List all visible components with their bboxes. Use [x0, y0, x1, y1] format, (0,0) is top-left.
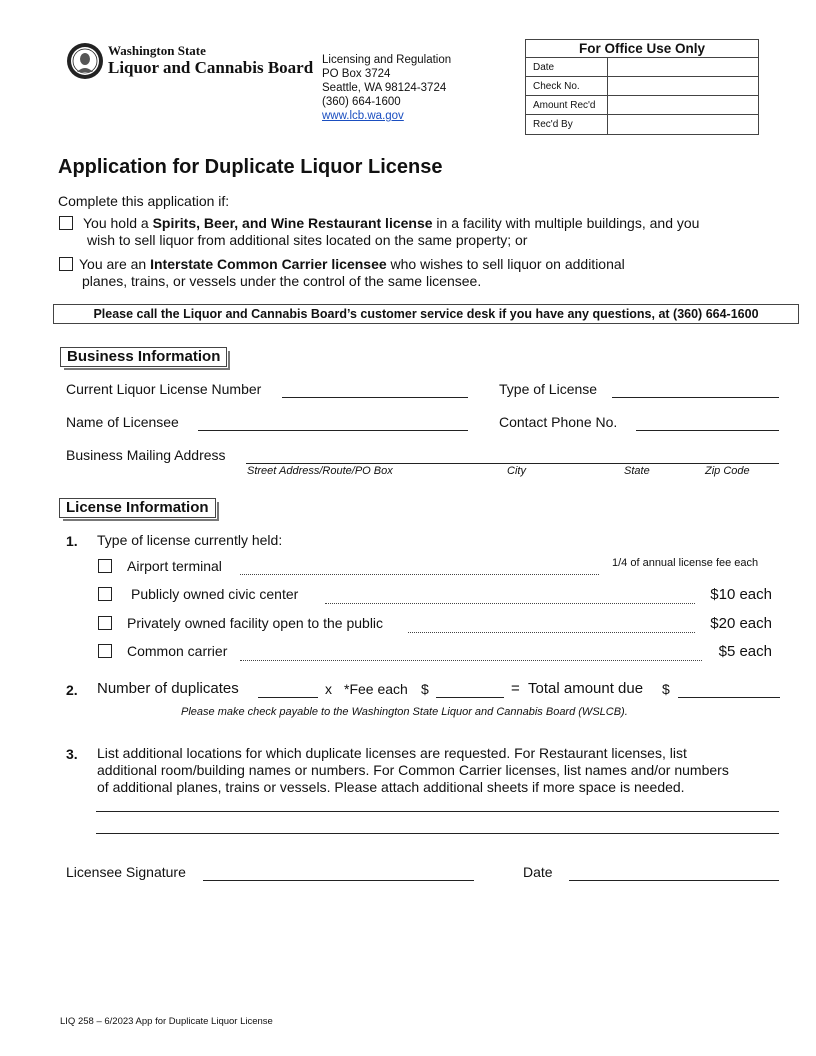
private-facility-fee: $20 each: [710, 615, 772, 632]
website-link[interactable]: www.lcb.wa.gov: [322, 110, 404, 122]
signature-date-label: Date: [523, 864, 553, 880]
common-carrier-label: Common carrier: [127, 643, 228, 659]
opt2-bold: Interstate Common Carrier licensee: [150, 256, 387, 272]
intro-option-2-line2: planes, trains, or vessels under the control of the same licensee.: [82, 273, 482, 289]
restaurant-checkbox[interactable]: [59, 216, 73, 230]
airport-terminal-fee: 1/4 of annual license fee each: [612, 557, 759, 569]
additional-locations-line-1[interactable]: [96, 811, 779, 812]
q3-line1: List additional locations for which duplicate licenses are requested. For Restaurant licenses, list: [97, 745, 687, 761]
state-seal-icon: [66, 42, 104, 80]
contact-phone-field[interactable]: [636, 430, 779, 431]
private-facility-label: Privately owned facility open to the public: [127, 615, 384, 631]
mailing-address-label: Business Mailing Address: [66, 447, 226, 463]
license-number-label: Current Liquor License Number: [66, 381, 262, 397]
logo-line1: Washington State: [108, 43, 206, 58]
q2-equals: =: [511, 680, 520, 697]
civic-center-checkbox[interactable]: [98, 587, 112, 601]
office-use-title: For Office Use Only: [526, 40, 758, 58]
address-city: Seattle, WA 98124-3724: [322, 82, 447, 94]
office-row-check: [526, 77, 758, 96]
office-row-label: Rec'd By: [526, 115, 608, 134]
logo-line2: Liquor and Cannabis Board: [108, 58, 314, 77]
office-row-value: [608, 77, 758, 95]
opt2-post: who wishes to sell liquor on additional: [386, 256, 625, 272]
intro-option-1-line2: wish to sell liquor from additional sites located on the same property; or: [87, 232, 528, 248]
office-row-label: Amount Rec'd: [526, 96, 608, 114]
office-row-label: Check No.: [526, 77, 608, 95]
customer-service-notice: Please call the Liquor and Cannabis Board’s customer service desk if you have any questions, at (360) 664-1600: [53, 304, 799, 324]
licensee-name-label: Name of Licensee: [66, 414, 179, 430]
private-facility-checkbox[interactable]: [98, 616, 112, 630]
check-payable-note: Please make check payable to the Washington State Liquor and Cannabis Board (WSLCB).: [181, 706, 628, 718]
intro-option-1: [83, 215, 699, 231]
opt2-pre: You are an: [79, 256, 151, 272]
office-row-date: [526, 58, 758, 77]
airport-terminal-label: Airport terminal: [127, 558, 222, 574]
duplicates-count-field[interactable]: [258, 697, 318, 698]
common-carrier-checkbox[interactable]: [59, 257, 73, 271]
intro-option-2: [79, 256, 625, 272]
address-box: PO Box 3724: [322, 68, 391, 80]
page-title: Application for Duplicate Liquor License: [58, 156, 443, 178]
signature-label: Licensee Signature: [66, 864, 186, 880]
office-row-label: Date: [526, 58, 608, 76]
lcb-logo: [66, 42, 316, 82]
office-row-value: [608, 96, 758, 114]
q1-number: 1.: [66, 533, 78, 549]
airport-terminal-field[interactable]: [240, 574, 599, 575]
q3-line2: additional room/building names or numbers. For Common Carrier licenses, list names and/or numbers: [97, 762, 729, 778]
q2-fee-label: *Fee each: [344, 681, 408, 697]
office-row-recd-by: [526, 115, 758, 134]
q2-total-dollar: $: [662, 681, 670, 697]
office-use-table: [525, 39, 759, 135]
total-amount-field[interactable]: [678, 697, 780, 698]
license-type-field[interactable]: [612, 397, 779, 398]
signature-field[interactable]: [203, 880, 474, 881]
q2-number: 2.: [66, 682, 78, 698]
opt1-post: in a facility with multiple buildings, and you: [432, 215, 700, 231]
address-dept: Licensing and Regulation: [322, 54, 452, 66]
address-sub-zip: Zip Code: [705, 465, 750, 477]
opt1-pre: You hold a: [83, 215, 153, 231]
q2-label: Number of duplicates: [97, 680, 239, 697]
address-sub-city: City: [507, 465, 526, 477]
common-carrier-field[interactable]: [240, 660, 702, 661]
fee-each-field[interactable]: [436, 697, 504, 698]
office-row-value: [608, 115, 758, 134]
common-carrier-type-checkbox[interactable]: [98, 644, 112, 658]
common-carrier-fee: $5 each: [718, 643, 772, 660]
address-sub-street: Street Address/Route/PO Box: [247, 465, 393, 477]
intro-lead: Complete this application if:: [58, 193, 230, 209]
civic-center-field[interactable]: [325, 603, 695, 604]
civic-center-fee: $10 each: [710, 586, 772, 603]
q1-label: Type of license currently held:: [97, 532, 283, 548]
address-sub-state: State: [624, 465, 650, 477]
office-row-amount: [526, 96, 758, 115]
q2-total-label: Total amount due: [528, 680, 644, 697]
additional-locations-line-2[interactable]: [96, 833, 779, 834]
license-number-field[interactable]: [282, 397, 468, 398]
address-phone: (360) 664-1600: [322, 96, 401, 108]
signature-date-field[interactable]: [569, 880, 779, 881]
private-facility-field[interactable]: [408, 632, 695, 633]
business-info-heading: Business Information: [60, 347, 227, 367]
licensee-name-field[interactable]: [198, 430, 468, 431]
form-footer: LIQ 258 – 6/2023 App for Duplicate Liquor License: [60, 1016, 273, 1027]
q2-times: x: [325, 681, 332, 697]
civic-center-label: Publicly owned civic center: [131, 586, 299, 602]
q2-fee-dollar: $: [421, 681, 429, 697]
airport-terminal-checkbox[interactable]: [98, 559, 112, 573]
q3-line3: of additional planes, trains or vessels. Please attach additional sheets if more space is needed.: [97, 779, 685, 795]
agency-address: [322, 53, 451, 123]
license-info-heading: License Information: [59, 498, 216, 518]
license-type-label: Type of License: [499, 381, 598, 397]
office-row-value: [608, 58, 758, 76]
mailing-address-field[interactable]: [246, 463, 779, 464]
q3-number: 3.: [66, 746, 78, 762]
opt1-bold: Spirits, Beer, and Wine Restaurant license: [152, 215, 433, 231]
contact-phone-label: Contact Phone No.: [499, 414, 618, 430]
